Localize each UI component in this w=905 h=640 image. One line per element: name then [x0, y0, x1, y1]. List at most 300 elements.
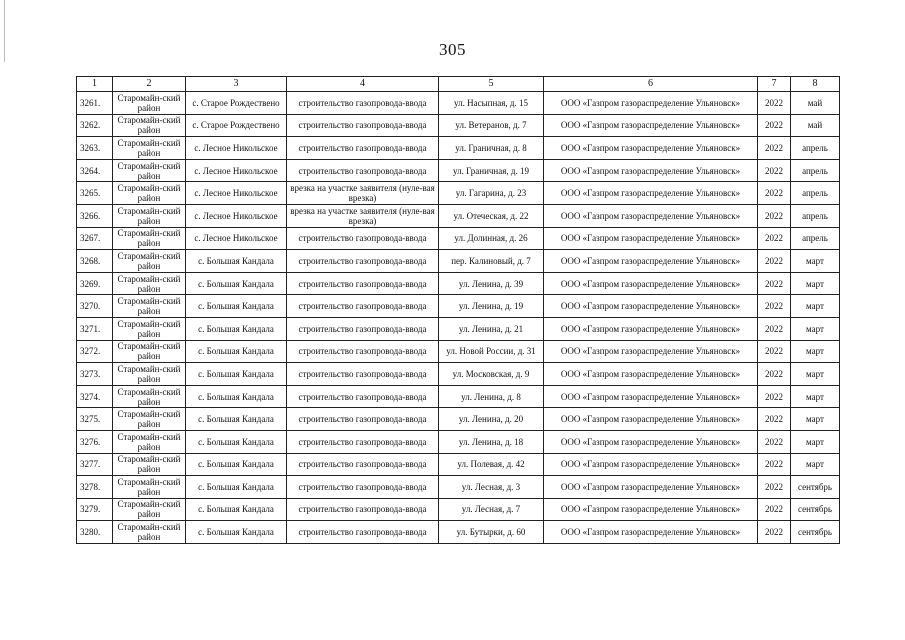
row-number-cell: [77, 204, 113, 227]
table-row: [77, 430, 840, 453]
settlement-cell: [186, 272, 287, 295]
month-cell: [791, 430, 840, 453]
work-type-cell: [287, 272, 439, 295]
organization-cell: [544, 92, 758, 115]
year-cell-text: 2022: [765, 210, 783, 221]
settlement-cell-text: с. Большая Кандала: [198, 346, 274, 357]
header-cell: 6: [544, 77, 758, 92]
district-cell: [113, 272, 186, 295]
organization-cell-text: ООО «Газпром газораспределение Ульяновск»: [560, 504, 741, 515]
settlement-cell-text: с. Большая Кандала: [198, 391, 274, 402]
district-cell: [113, 408, 186, 431]
month-cell-text: апрель: [802, 142, 828, 153]
month-cell-text: март: [806, 301, 824, 312]
table-row: [77, 92, 840, 115]
table-row: [77, 159, 840, 182]
year-cell-text: 2022: [765, 436, 783, 447]
work-type-cell-text: строительство газопровода-ввода: [298, 165, 427, 176]
year-cell: [758, 182, 791, 205]
table-row: [77, 340, 840, 363]
month-cell: [791, 114, 840, 137]
year-cell-text: 2022: [765, 165, 783, 176]
row-number-cell-text: 3280.: [80, 527, 101, 538]
table-row: [77, 227, 840, 250]
address-cell: [439, 498, 544, 521]
work-type-cell-text: строительство газопровода-ввода: [298, 436, 427, 447]
settlement-cell: [186, 92, 287, 115]
work-type-cell-text: строительство газопровода-ввода: [298, 391, 427, 402]
row-number-cell-text: 3278.: [80, 481, 101, 492]
address-cell-text: ул. Полевая, д. 42: [457, 459, 525, 470]
header-cell: 7: [758, 77, 791, 92]
work-type-cell: [287, 476, 439, 499]
address-cell: [439, 204, 544, 227]
month-cell: [791, 227, 840, 250]
month-cell-text: март: [806, 459, 824, 470]
row-number-cell: [77, 272, 113, 295]
year-cell: [758, 476, 791, 499]
table-row: [77, 137, 840, 160]
address-cell: [439, 137, 544, 160]
settlement-cell: [186, 498, 287, 521]
row-number-cell-text: 3272.: [80, 346, 101, 357]
district-cell: [113, 159, 186, 182]
address-cell-text: ул. Ленина, д. 21: [458, 323, 524, 334]
settlement-cell: [186, 340, 287, 363]
work-type-cell: [287, 385, 439, 408]
address-cell: [439, 385, 544, 408]
settlement-cell: [186, 159, 287, 182]
row-number-cell-text: 3274.: [80, 391, 101, 402]
month-cell-text: апрель: [802, 210, 828, 221]
month-cell-text: май: [807, 97, 823, 108]
organization-cell: [544, 385, 758, 408]
organization-cell: [544, 227, 758, 250]
address-cell-text: ул. Долинная, д. 26: [454, 233, 528, 244]
work-type-cell-text: строительство газопровода-ввода: [298, 527, 427, 538]
work-type-cell-text: строительство газопровода-ввода: [298, 255, 427, 266]
address-cell-text: ул. Ленина, д. 8: [461, 391, 521, 402]
year-cell-text: 2022: [765, 278, 783, 289]
address-cell-text: ул. Насыпная, д. 15: [454, 97, 528, 108]
address-cell-text: ул. Граничная, д. 19: [453, 165, 529, 176]
row-number-cell: [77, 114, 113, 137]
organization-cell-text: ООО «Газпром газораспределение Ульяновск»: [560, 142, 741, 153]
row-number-cell-text: 3263.: [80, 142, 101, 153]
month-cell: [791, 498, 840, 521]
organization-cell-text: ООО «Газпром газораспределение Ульяновск»: [560, 368, 741, 379]
row-number-cell-text: 3276.: [80, 436, 101, 447]
organization-cell-text: ООО «Газпром газораспределение Ульяновск»: [560, 233, 741, 244]
row-number-cell: [77, 250, 113, 273]
address-cell: [439, 295, 544, 318]
organization-cell: [544, 204, 758, 227]
month-cell-text: март: [806, 255, 824, 266]
district-cell: [113, 92, 186, 115]
settlement-cell: [186, 137, 287, 160]
organization-cell: [544, 137, 758, 160]
district-cell: [113, 114, 186, 137]
organization-cell-text: ООО «Газпром газораспределение Ульяновск»: [560, 210, 741, 221]
year-cell: [758, 137, 791, 160]
settlement-cell: [186, 385, 287, 408]
month-cell: [791, 250, 840, 273]
year-cell: [758, 408, 791, 431]
address-cell: [439, 159, 544, 182]
organization-cell: [544, 521, 758, 544]
settlement-cell: [186, 408, 287, 431]
address-cell-text: ул. Лесная, д. 7: [461, 504, 521, 515]
row-number-cell: [77, 385, 113, 408]
month-cell: [791, 363, 840, 386]
month-cell-text: март: [806, 368, 824, 379]
year-cell: [758, 272, 791, 295]
row-number-cell: [77, 137, 113, 160]
row-number-cell-text: 3270.: [80, 301, 101, 312]
address-cell: [439, 272, 544, 295]
row-number-cell: [77, 521, 113, 544]
year-cell: [758, 159, 791, 182]
organization-cell: [544, 498, 758, 521]
settlement-cell-text: с. Большая Кандала: [198, 527, 274, 538]
organization-cell: [544, 317, 758, 340]
month-cell: [791, 340, 840, 363]
work-type-cell-text: строительство газопровода-ввода: [298, 97, 427, 108]
work-type-cell-text: строительство газопровода-ввода: [298, 323, 427, 334]
header-cell: 4: [287, 77, 439, 92]
month-cell: [791, 408, 840, 431]
month-cell: [791, 476, 840, 499]
month-cell: [791, 521, 840, 544]
settlement-cell-text: с. Большая Кандала: [198, 368, 274, 379]
table-row: [77, 250, 840, 273]
row-number-cell: [77, 340, 113, 363]
organization-cell-text: ООО «Газпром газораспределение Ульяновск»: [560, 414, 741, 425]
address-cell: [439, 182, 544, 205]
address-cell: [439, 476, 544, 499]
year-cell-text: 2022: [765, 120, 783, 131]
settlement-cell: [186, 476, 287, 499]
organization-cell-text: ООО «Газпром газораспределение Ульяновск»: [560, 436, 741, 447]
table-row: [77, 363, 840, 386]
address-cell: [439, 340, 544, 363]
address-cell-text: ул. Ленина, д. 18: [458, 436, 524, 447]
header-cell: 5: [439, 77, 544, 92]
organization-cell: [544, 430, 758, 453]
row-number-cell: [77, 408, 113, 431]
month-cell-text: апрель: [802, 233, 828, 244]
month-cell-text: сентябрь: [797, 481, 833, 492]
address-cell-text: ул. Ветеранов, д. 7: [455, 120, 527, 131]
row-number-cell-text: 3264.: [80, 165, 101, 176]
work-type-cell-text: строительство газопровода-ввода: [298, 504, 427, 515]
settlement-cell-text: с. Большая Кандала: [198, 278, 274, 289]
row-number-cell-text: 3267.: [80, 233, 101, 244]
row-number-cell: [77, 430, 113, 453]
district-cell-text: Старомайн-ский район: [117, 386, 181, 407]
table-body: [77, 92, 840, 544]
year-cell: [758, 114, 791, 137]
column-number-row: [77, 77, 840, 92]
year-cell: [758, 430, 791, 453]
work-type-cell: [287, 137, 439, 160]
year-cell-text: 2022: [765, 255, 783, 266]
row-number-cell-text: 3262.: [80, 120, 101, 131]
district-cell-text: Старомайн-ский район: [117, 137, 181, 158]
district-cell-text: Старомайн-ский район: [117, 454, 181, 475]
organization-cell-text: ООО «Газпром газораспределение Ульяновск»: [560, 120, 741, 131]
settlement-cell-text: с. Большая Кандала: [198, 255, 274, 266]
work-type-cell-text: врезка на участке заявителя (нуле-вая врезка): [290, 183, 435, 204]
row-number-cell-text: 3261.: [80, 97, 101, 108]
district-cell-text: Старомайн-ский район: [117, 228, 181, 249]
district-cell: [113, 453, 186, 476]
header-cell: 2: [113, 77, 186, 92]
row-number-cell-text: 3275.: [80, 414, 101, 425]
year-cell: [758, 363, 791, 386]
header-cell: 1: [77, 77, 113, 92]
month-cell-text: сентябрь: [797, 527, 833, 538]
district-cell-text: Старомайн-ский район: [117, 341, 181, 362]
month-cell-text: сентябрь: [797, 504, 833, 515]
year-cell-text: 2022: [765, 459, 783, 470]
table-row: [77, 521, 840, 544]
year-cell: [758, 295, 791, 318]
year-cell-text: 2022: [765, 142, 783, 153]
settlement-cell: [186, 204, 287, 227]
district-cell: [113, 204, 186, 227]
district-cell: [113, 363, 186, 386]
address-cell: [439, 408, 544, 431]
year-cell-text: 2022: [765, 97, 783, 108]
year-cell: [758, 227, 791, 250]
table-row: [77, 114, 840, 137]
table-row: [77, 317, 840, 340]
work-type-cell-text: строительство газопровода-ввода: [298, 233, 427, 244]
year-cell: [758, 92, 791, 115]
month-cell-text: март: [806, 278, 824, 289]
work-type-cell: [287, 159, 439, 182]
organization-cell-text: ООО «Газпром газораспределение Ульяновск»: [560, 391, 741, 402]
district-cell-text: Старомайн-ский район: [117, 522, 181, 543]
row-number-cell-text: 3279.: [80, 504, 101, 515]
settlement-cell: [186, 295, 287, 318]
address-cell-text: пер. Калиновый, д. 7: [451, 255, 531, 266]
address-cell-text: ул. Гагарина, д. 23: [455, 188, 527, 199]
year-cell-text: 2022: [765, 391, 783, 402]
year-cell: [758, 453, 791, 476]
year-cell-text: 2022: [765, 481, 783, 492]
settlement-cell: [186, 363, 287, 386]
settlement-cell-text: с. Старое Рождествено: [192, 97, 280, 108]
work-type-cell-text: строительство газопровода-ввода: [298, 142, 427, 153]
row-number-cell-text: 3266.: [80, 210, 101, 221]
settlement-cell: [186, 227, 287, 250]
settlement-cell-text: с. Большая Кандала: [198, 323, 274, 334]
row-number-cell: [77, 363, 113, 386]
month-cell: [791, 453, 840, 476]
month-cell-text: март: [806, 323, 824, 334]
settlement-cell-text: с. Большая Кандала: [198, 414, 274, 425]
district-cell: [113, 476, 186, 499]
organization-cell: [544, 250, 758, 273]
table-row: [77, 408, 840, 431]
year-cell-text: 2022: [765, 233, 783, 244]
table-row: [77, 498, 840, 521]
year-cell-text: 2022: [765, 346, 783, 357]
month-cell-text: апрель: [802, 165, 828, 176]
district-cell-text: Старомайн-ский район: [117, 160, 181, 181]
address-cell-text: ул. Лесная, д. 3: [461, 481, 521, 492]
address-cell: [439, 92, 544, 115]
work-type-cell: [287, 453, 439, 476]
row-number-cell: [77, 92, 113, 115]
work-type-cell: [287, 363, 439, 386]
row-number-cell-text: 3265.: [80, 188, 101, 199]
month-cell: [791, 137, 840, 160]
address-cell-text: ул. Ленина, д. 39: [458, 278, 524, 289]
organization-cell: [544, 182, 758, 205]
settlement-cell: [186, 114, 287, 137]
address-cell: [439, 521, 544, 544]
year-cell: [758, 385, 791, 408]
year-cell-text: 2022: [765, 504, 783, 515]
year-cell: [758, 521, 791, 544]
district-cell: [113, 295, 186, 318]
work-type-cell: [287, 521, 439, 544]
district-cell: [113, 521, 186, 544]
work-type-cell-text: строительство газопровода-ввода: [298, 346, 427, 357]
settlement-cell-text: с. Большая Кандала: [198, 301, 274, 312]
district-cell: [113, 430, 186, 453]
row-number-cell: [77, 317, 113, 340]
organization-cell: [544, 453, 758, 476]
district-cell: [113, 227, 186, 250]
organization-cell: [544, 114, 758, 137]
district-cell-text: Старомайн-ский район: [117, 318, 181, 339]
table-row: [77, 272, 840, 295]
settlement-cell-text: с. Лесное Никольское: [194, 233, 278, 244]
row-number-cell: [77, 227, 113, 250]
address-cell-text: ул. Новой России, д. 31: [446, 346, 536, 357]
row-number-cell-text: 3273.: [80, 368, 101, 379]
address-cell-text: ул. Ленина, д. 20: [458, 414, 524, 425]
organization-cell-text: ООО «Газпром газораспределение Ульяновск»: [560, 527, 741, 538]
row-number-cell: [77, 453, 113, 476]
month-cell-text: апрель: [802, 188, 828, 199]
table-row: [77, 295, 840, 318]
address-cell-text: ул. Отеческая, д. 22: [453, 210, 529, 221]
gas-connection-table: [76, 76, 840, 544]
work-type-cell: [287, 430, 439, 453]
organization-cell-text: ООО «Газпром газораспределение Ульяновск»: [560, 188, 741, 199]
year-cell-text: 2022: [765, 414, 783, 425]
month-cell: [791, 385, 840, 408]
organization-cell: [544, 363, 758, 386]
work-type-cell-text: строительство газопровода-ввода: [298, 120, 427, 131]
table-row: [77, 476, 840, 499]
settlement-cell-text: с. Большая Кандала: [198, 459, 274, 470]
month-cell: [791, 159, 840, 182]
organization-cell-text: ООО «Газпром газораспределение Ульяновск»: [560, 459, 741, 470]
district-cell-text: Старомайн-ский район: [117, 296, 181, 317]
work-type-cell: [287, 92, 439, 115]
district-cell: [113, 340, 186, 363]
table-row: [77, 453, 840, 476]
district-cell: [113, 137, 186, 160]
settlement-cell: [186, 430, 287, 453]
settlement-cell-text: с. Лесное Никольское: [194, 210, 278, 221]
work-type-cell: [287, 204, 439, 227]
work-type-cell-text: строительство газопровода-ввода: [298, 278, 427, 289]
settlement-cell-text: с. Большая Кандала: [198, 504, 274, 515]
row-number-cell-text: 3271.: [80, 323, 101, 334]
year-cell: [758, 204, 791, 227]
year-cell-text: 2022: [765, 301, 783, 312]
work-type-cell: [287, 114, 439, 137]
month-cell: [791, 272, 840, 295]
district-cell-text: Старомайн-ский район: [117, 115, 181, 136]
row-number-cell: [77, 182, 113, 205]
settlement-cell-text: с. Большая Кандала: [198, 481, 274, 492]
district-cell-text: Старомайн-ский район: [117, 183, 181, 204]
year-cell: [758, 250, 791, 273]
month-cell: [791, 317, 840, 340]
settlement-cell-text: с. Лесное Никольское: [194, 188, 278, 199]
header-cell: 8: [791, 77, 840, 92]
district-cell-text: Старомайн-ский район: [117, 250, 181, 271]
settlement-cell-text: с. Большая Кандала: [198, 436, 274, 447]
year-cell-text: 2022: [765, 527, 783, 538]
organization-cell-text: ООО «Газпром газораспределение Ульяновск»: [560, 255, 741, 266]
settlement-cell: [186, 182, 287, 205]
settlement-cell-text: с. Лесное Никольское: [194, 165, 278, 176]
year-cell-text: 2022: [765, 368, 783, 379]
work-type-cell: [287, 498, 439, 521]
page-number: 305: [439, 40, 466, 59]
month-cell: [791, 182, 840, 205]
year-cell: [758, 317, 791, 340]
organization-cell: [544, 272, 758, 295]
district-cell-text: Старомайн-ский район: [117, 205, 181, 226]
address-cell-text: ул. Граничная, д. 8: [455, 142, 527, 153]
address-cell: [439, 250, 544, 273]
district-cell-text: Старомайн-ский район: [117, 409, 181, 430]
month-cell: [791, 204, 840, 227]
address-cell-text: ул. Бутырки, д. 60: [456, 527, 526, 538]
table-row: [77, 182, 840, 205]
row-number-cell-text: 3268.: [80, 255, 101, 266]
month-cell: [791, 92, 840, 115]
organization-cell-text: ООО «Газпром газораспределение Ульяновск»: [560, 301, 741, 312]
settlement-cell: [186, 250, 287, 273]
settlement-cell: [186, 453, 287, 476]
work-type-cell: [287, 295, 439, 318]
address-cell: [439, 363, 544, 386]
organization-cell-text: ООО «Газпром газораспределение Ульяновск»: [560, 278, 741, 289]
district-cell-text: Старомайн-ский район: [117, 363, 181, 384]
district-cell-text: Старомайн-ский район: [117, 499, 181, 520]
work-type-cell-text: строительство газопровода-ввода: [298, 301, 427, 312]
table-row: [77, 385, 840, 408]
work-type-cell: [287, 408, 439, 431]
organization-cell-text: ООО «Газпром газораспределение Ульяновск»: [560, 481, 741, 492]
address-cell-text: ул. Московская, д. 9: [452, 368, 530, 379]
work-type-cell-text: строительство газопровода-ввода: [298, 368, 427, 379]
year-cell-text: 2022: [765, 323, 783, 334]
address-cell: [439, 317, 544, 340]
table-row: [77, 204, 840, 227]
